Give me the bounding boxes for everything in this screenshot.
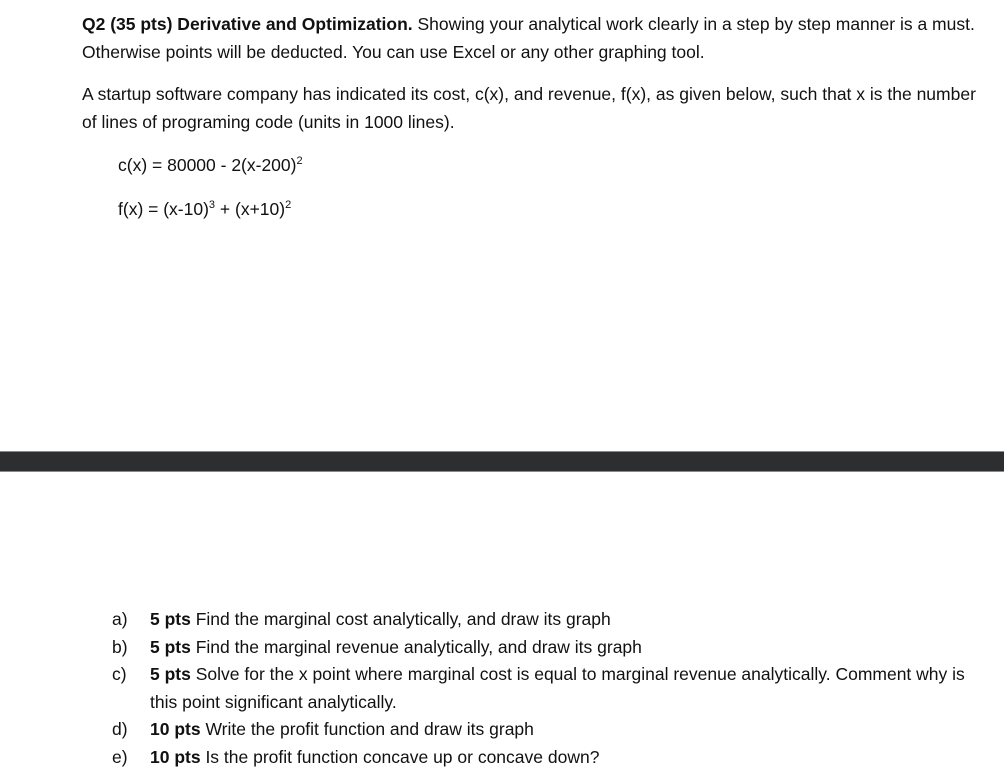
revenue-formula (118, 195, 291, 223)
part-letter: b) (112, 636, 128, 657)
part-letter: e) (112, 746, 128, 767)
part-text: Find the marginal revenue analytically, and draw its graph (190, 636, 642, 657)
part-item-c (112, 661, 972, 716)
part-item-a (112, 606, 972, 634)
part-item-e (112, 744, 972, 772)
part-points: 10 pts (150, 719, 201, 739)
revenue-formula-exponent1: 3 (208, 199, 216, 211)
part-text: Is the profit function concave up or concave down? (200, 746, 600, 767)
part-points: 5 pts (150, 609, 191, 629)
divider-bar (0, 451, 1004, 472)
part-letter: d) (112, 719, 128, 739)
revenue-formula-part1: f(x) = (x-10) (118, 199, 209, 219)
revenue-formula-exponent2: 2 (285, 199, 292, 211)
revenue-formula-part2: + (x+10) (215, 199, 286, 219)
part-text: Solve for the x point where marginal cost is equal to marginal revenue analytically. Comment why is this point significant analytically. (150, 664, 965, 712)
part-item-b (112, 634, 972, 662)
question-instructions: Showing your analytical work clearly in a step by step manner is a must. Otherwise points will be deducted. You can use Excel or any other graphing tool. (82, 14, 975, 62)
part-letter: a) (112, 609, 128, 629)
part-text: Write the profit function and draw its graph (200, 719, 534, 739)
part-points: 10 pts (150, 746, 201, 767)
problem-intro: A startup software company has indicated its cost, c(x), and revenue, f(x), as given below, such that x is the number of lines of programing code (units in 1000 lines). (82, 84, 976, 132)
cost-formula (118, 151, 303, 179)
page-divider (0, 448, 1004, 473)
question-heading (82, 10, 982, 66)
part-points: 5 pts (150, 664, 191, 684)
question-title: Q2 (35 pts) Derivative and Optimization. (82, 14, 413, 34)
cost-formula-exponent: 2 (296, 155, 303, 167)
question-parts-list (112, 606, 972, 771)
part-item-d (112, 716, 972, 744)
part-points: 5 pts (150, 636, 191, 657)
part-letter: c) (112, 664, 127, 684)
cost-formula-body: c(x) = 80000 - 2(x-200) (118, 155, 297, 175)
part-text: Find the marginal cost analytically, and draw its graph (190, 609, 611, 629)
